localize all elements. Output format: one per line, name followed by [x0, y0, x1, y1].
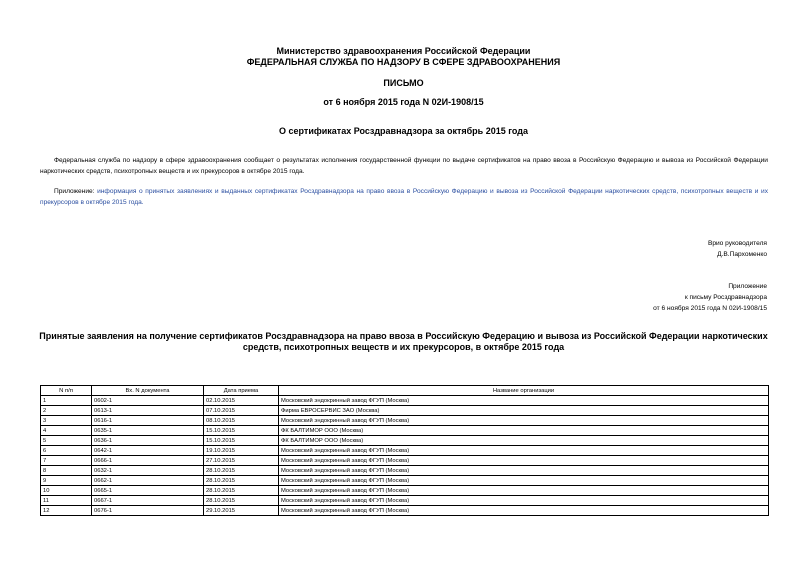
appendix-note-line3: от 6 ноября 2015 года N 02И-1908/15: [653, 305, 767, 312]
table-row: [41, 446, 769, 456]
appendix-note-line2: к письму Росздравнадзора: [684, 294, 767, 301]
cell-number: 5: [41, 436, 92, 446]
table-row: [41, 476, 769, 486]
signature-position: Врио руководителя: [707, 240, 767, 247]
cell-date: 27.10.2015: [204, 456, 279, 466]
cell-date: 07.10.2015: [204, 406, 279, 416]
table-row: [41, 396, 769, 406]
cell-organization: Фирма ЕВРОСЕРВИС ЗАО (Москва): [279, 406, 769, 416]
header-date: Дата приема: [204, 386, 279, 396]
cell-doc-number: 0616-1: [92, 416, 204, 426]
table-row: [41, 406, 769, 416]
header-number: N п/п: [41, 386, 92, 396]
cell-date: 28.10.2015: [204, 466, 279, 476]
appendix-paragraph: [40, 186, 768, 208]
cell-doc-number: 0613-1: [92, 406, 204, 416]
table-row: [41, 486, 769, 496]
table-title: Принятые заявления на получение сертификатов Росздравнадзора на право ввоза в Российскую Федерацию и вывоза из Российской Федерации наркотических средств, психотропных веществ и их прекурсоров, в октябре 2015 года: [39, 331, 768, 352]
cell-doc-number: 0632-1: [92, 466, 204, 476]
cell-organization: ФК БАЛТИМОР ООО (Москва): [279, 426, 769, 436]
table-row: [41, 466, 769, 476]
table-row: [41, 496, 769, 506]
cell-doc-number: 0636-1: [92, 436, 204, 446]
cell-doc-number: 0642-1: [92, 446, 204, 456]
ministry-name: Министерство здравоохранения Российской Федерации: [276, 46, 531, 56]
cell-organization: Московский эндокринный завод ФГУП (Москва): [279, 486, 769, 496]
signature-name: Д.В.Пархоменко: [717, 251, 767, 258]
cell-number: 3: [41, 416, 92, 426]
document-header: [0, 46, 807, 68]
cell-date: 08.10.2015: [204, 416, 279, 426]
cell-doc-number: 0602-1: [92, 396, 204, 406]
applications-table: [40, 385, 769, 516]
signature-block: [708, 238, 767, 260]
table-row: [41, 436, 769, 446]
cell-doc-number: 0676-1: [92, 506, 204, 516]
cell-number: 9: [41, 476, 92, 486]
cell-organization: Московский эндокринный завод ФГУП (Москва): [279, 416, 769, 426]
body-paragraph: Федеральная служба по надзору в сфере здравоохранения сообщает о результатах исполнения государственной функции по выдаче сертификатов на право ввоза в Российскую Федерацию и вывоза из Российской Федерации наркотических средств, психотропных веществ и их прекурсоров в октябре 2015 года.: [40, 157, 768, 175]
cell-date: 28.10.2015: [204, 486, 279, 496]
cell-doc-number: 0667-1: [92, 496, 204, 506]
document-subject: О сертификатах Росздравнадзора за октябрь 2015 года: [279, 126, 528, 136]
cell-date: 19.10.2015: [204, 446, 279, 456]
appendix-note-line1: Приложение: [728, 283, 767, 290]
cell-organization: Московский эндокринный завод ФГУП (Москва): [279, 456, 769, 466]
cell-number: 1: [41, 396, 92, 406]
cell-doc-number: 0666-1: [92, 456, 204, 466]
service-name: ФЕДЕРАЛЬНАЯ СЛУЖБА ПО НАДЗОРУ В СФЕРЕ ЗДРАВООХРАНЕНИЯ: [246, 57, 561, 67]
cell-date: 02.10.2015: [204, 396, 279, 406]
cell-number: 10: [41, 486, 92, 496]
appendix-link[interactable]: информация о принятых заявлениях и выданных сертификатах Росздравнадзора на право ввоза в Российскую Федерацию и вывоза из Российской Федерации наркотических средств, психотропных веществ и их прекурсоров в октябре 2015 года.: [40, 188, 768, 206]
cell-doc-number: 0662-1: [92, 476, 204, 486]
cell-organization: Московский эндокринный завод ФГУП (Москва): [279, 496, 769, 506]
header-organization: Название организации: [279, 386, 769, 396]
header-doc-number: Вх. N документа: [92, 386, 204, 396]
cell-organization: Московский эндокринный завод ФГУП (Москва): [279, 446, 769, 456]
document-date-number: от 6 ноября 2015 года N 02И-1908/15: [323, 97, 484, 107]
cell-date: 28.10.2015: [204, 476, 279, 486]
cell-doc-number: 0635-1: [92, 426, 204, 436]
document-type: ПИСЬМО: [383, 78, 424, 88]
cell-date: 28.10.2015: [204, 496, 279, 506]
appendix-prefix: Приложение:: [54, 188, 95, 195]
table-row: [41, 426, 769, 436]
table-header-row: [41, 386, 769, 396]
appendix-note: [653, 281, 767, 314]
cell-date: 15.10.2015: [204, 436, 279, 446]
cell-number: 12: [41, 506, 92, 516]
cell-date: 15.10.2015: [204, 426, 279, 436]
cell-date: 29.10.2015: [204, 506, 279, 516]
table-row: [41, 456, 769, 466]
table-row: [41, 416, 769, 426]
cell-organization: Московский эндокринный завод ФГУП (Москва): [279, 476, 769, 486]
cell-organization: ФК БАЛТИМОР ООО (Москва): [279, 436, 769, 446]
cell-number: 6: [41, 446, 92, 456]
cell-number: 7: [41, 456, 92, 466]
cell-doc-number: 0665-1: [92, 486, 204, 496]
cell-organization: Московский эндокринный завод ФГУП (Москва): [279, 396, 769, 406]
cell-number: 2: [41, 406, 92, 416]
table-row: [41, 506, 769, 516]
cell-number: 4: [41, 426, 92, 436]
cell-organization: Московский эндокринный завод ФГУП (Москва): [279, 506, 769, 516]
cell-organization: Московский эндокринный завод ФГУП (Москва): [279, 466, 769, 476]
cell-number: 11: [41, 496, 92, 506]
cell-number: 8: [41, 466, 92, 476]
